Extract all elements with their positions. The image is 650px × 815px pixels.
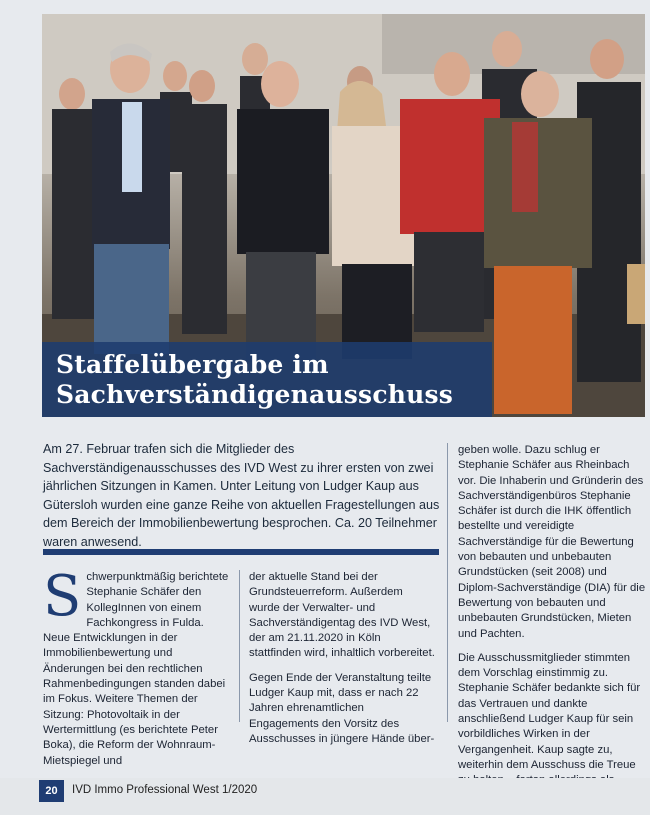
publication-name: IVD Immo Professional West 1/2020 bbox=[72, 784, 258, 796]
body-paragraph: chwerpunktmäßig berichtete Stephanie Schäfer den KollegInnen von einem Fachkongress in Fulda. Neue Entwicklungen in der Immobilienbewertung und Änderungen bei den rechtlichen Rahmenbedingungen standen dabei im Fokus. Weitere Themen der Sitzung: Photovoltaik in der Wertermittlung (es berichtete Peter Boka), die Reform der Wohnraum-Mietspiegel und bbox=[43, 571, 229, 767]
body-column-1 bbox=[43, 564, 231, 778]
lead-text: Am 27. Februar trafen sich die Mitglieder des Sachverständigenausschusses des IVD West zu ihrer ersten von zwei jährlichen Sitzungen in Kamen. Unter Leitung von Ludger Kaup aus Gütersloh wurden eine ganze Reihe von aktuellen Fragestellungen aus dem Bereich der Immobilienbewertung besprochen. Ca. 20 Teilnehmer waren anwesend. bbox=[43, 442, 440, 549]
lead-paragraph bbox=[43, 440, 441, 551]
headline-line-1: Staffelübergabe im bbox=[56, 350, 329, 379]
body-paragraph: der aktuelle Stand bei der Grundsteuerreform. Außerdem wurde der Verwalter- und Sachverständigentag des IVD West, der am 21.11.2020 in Köln stattfinden wird, inhaltlich vorbereitet. bbox=[249, 571, 435, 660]
section-divider bbox=[43, 549, 439, 555]
headline-box bbox=[42, 342, 492, 417]
body-column-2 bbox=[249, 570, 435, 756]
dropcap: S bbox=[43, 564, 82, 629]
body-paragraph: geben wolle. Dazu schlug er Stephanie Schäfer aus Rheinbach vor. Die Inhaberin und Gründerin des Sachverständigenbüros Stephanie Schäfer ist durch die IHK öffentlich bestellte und vereidigte Sachverständige für die Bewertung von bebauten und unbebauten Grundstücken (seit 2008) und Diplom-Sachverständige (DIA) für die Bewertung von bebauten und unbebauten Grundstücken, Mieten und Pachten. bbox=[458, 444, 646, 640]
page-number: 20 bbox=[39, 780, 64, 802]
column-separator-2 bbox=[447, 443, 448, 722]
body-paragraph: Gegen Ende der Veranstaltung teilte Ludger Kaup mit, dass er nach 22 Jahren ehrenamtlichen Engagements den Vorsitz des Ausschusses in jüngere Hände über- bbox=[249, 671, 435, 745]
headline-line-2: Sachverständigenausschuss bbox=[56, 380, 454, 409]
body-paragraph: Die Ausschussmitglieder stimmten dem Vorschlag einstimmig zu. Stephanie Schäfer bedankte sich für das Vertrauen und dankte anschließend Ludger Kaup für sein vorbildliches Wirken in der Vergangenheit. Kaup sagte zu, weiterhin dem Ausschuss die Treue bbox=[458, 651, 641, 771]
column-separator-1 bbox=[239, 570, 240, 722]
body-column-3 bbox=[458, 443, 646, 813]
